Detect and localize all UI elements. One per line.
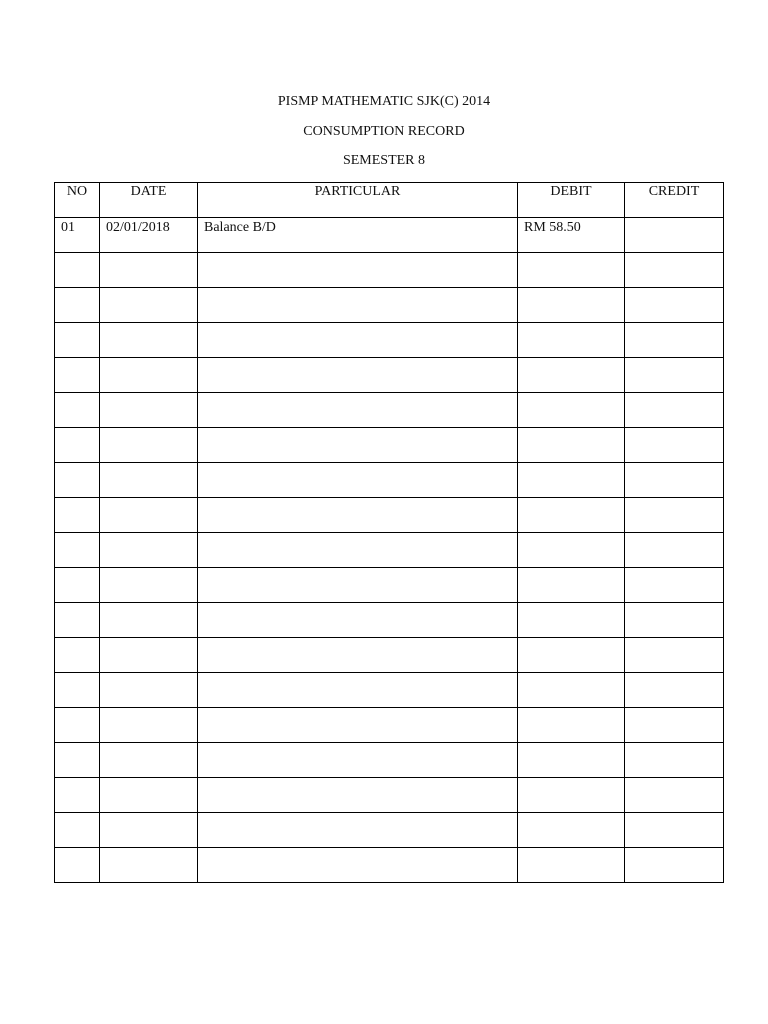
cell-date [100,708,198,743]
cell-date [100,288,198,323]
cell-debit [518,253,625,288]
table-row [55,708,724,743]
header-particular: PARTICULAR [198,183,518,218]
cell-credit [625,638,724,673]
cell-credit [625,708,724,743]
cell-credit [625,813,724,848]
cell-particular [198,323,518,358]
cell-debit [518,533,625,568]
cell-no [55,778,100,813]
cell-credit [625,848,724,883]
cell-particular [198,393,518,428]
cell-no [55,673,100,708]
cell-no [55,288,100,323]
cell-date [100,568,198,603]
cell-date [100,463,198,498]
table-row [55,358,724,393]
cell-debit [518,813,625,848]
cell-no [55,253,100,288]
cell-debit [518,568,625,603]
cell-particular [198,743,518,778]
cell-debit [518,393,625,428]
document-subtitle: CONSUMPTION RECORD [303,124,465,139]
table-row [55,568,724,603]
cell-no [55,568,100,603]
cell-credit [625,498,724,533]
cell-no [55,323,100,358]
table-row [55,463,724,498]
table-row [55,533,724,568]
cell-credit [625,218,724,253]
cell-particular [198,848,518,883]
cell-date [100,603,198,638]
cell-particular [198,428,518,463]
cell-debit [518,778,625,813]
header-date: DATE [100,183,198,218]
cell-particular [198,533,518,568]
cell-credit [625,288,724,323]
cell-particular [198,358,518,393]
cell-credit [625,358,724,393]
cell-date [100,673,198,708]
cell-no [55,428,100,463]
cell-no [55,638,100,673]
table-body [55,218,724,883]
header-debit: DEBIT [518,183,625,218]
cell-no [55,603,100,638]
cell-particular: Balance B/D [198,218,518,253]
cell-date [100,498,198,533]
cell-date [100,428,198,463]
cell-credit [625,428,724,463]
consumption-record-table [54,182,724,883]
cell-date [100,813,198,848]
cell-date: 02/01/2018 [100,218,198,253]
cell-particular [198,253,518,288]
cell-particular [198,498,518,533]
table-row [55,393,724,428]
header-credit: CREDIT [625,183,724,218]
table-row [55,638,724,673]
cell-debit [518,638,625,673]
cell-credit [625,463,724,498]
cell-credit [625,673,724,708]
cell-credit [625,323,724,358]
cell-no [55,393,100,428]
document-title: PISMP MATHEMATIC SJK(C) 2014 [277,94,491,109]
cell-debit [518,428,625,463]
cell-debit [518,708,625,743]
cell-debit [518,288,625,323]
table-row [55,498,724,533]
cell-credit [625,533,724,568]
cell-no [55,358,100,393]
table-row [55,848,724,883]
table-row [55,603,724,638]
cell-credit [625,253,724,288]
table-row [55,673,724,708]
cell-debit [518,848,625,883]
table-row [55,253,724,288]
header-no: NO [55,183,100,218]
table-row [55,813,724,848]
cell-credit [625,393,724,428]
cell-date [100,743,198,778]
cell-no [55,533,100,568]
cell-date [100,638,198,673]
cell-credit [625,568,724,603]
cell-no [55,708,100,743]
table-row [55,323,724,358]
table-row [55,288,724,323]
cell-particular [198,463,518,498]
cell-date [100,393,198,428]
cell-no [55,498,100,533]
cell-credit [625,743,724,778]
cell-date [100,358,198,393]
cell-no [55,848,100,883]
cell-particular [198,673,518,708]
cell-date [100,778,198,813]
cell-date [100,253,198,288]
table-row [55,743,724,778]
table-row [55,218,724,253]
cell-debit [518,603,625,638]
cell-particular [198,638,518,673]
cell-no [55,743,100,778]
cell-particular [198,778,518,813]
cell-credit [625,603,724,638]
cell-debit [518,463,625,498]
cell-debit [518,358,625,393]
cell-date [100,848,198,883]
cell-particular [198,813,518,848]
cell-date [100,323,198,358]
cell-credit [625,778,724,813]
cell-debit [518,743,625,778]
cell-date [100,533,198,568]
cell-particular [198,288,518,323]
cell-debit [518,498,625,533]
cell-debit: RM 58.50 [518,218,625,253]
cell-no: 01 [55,218,100,253]
cell-debit [518,673,625,708]
cell-no [55,463,100,498]
table-row [55,778,724,813]
cell-particular [198,708,518,743]
cell-particular [198,568,518,603]
cell-particular [198,603,518,638]
cell-debit [518,323,625,358]
table-row [55,428,724,463]
table-header-row [55,183,724,218]
semester-label: SEMESTER 8 [342,153,426,168]
cell-no [55,813,100,848]
